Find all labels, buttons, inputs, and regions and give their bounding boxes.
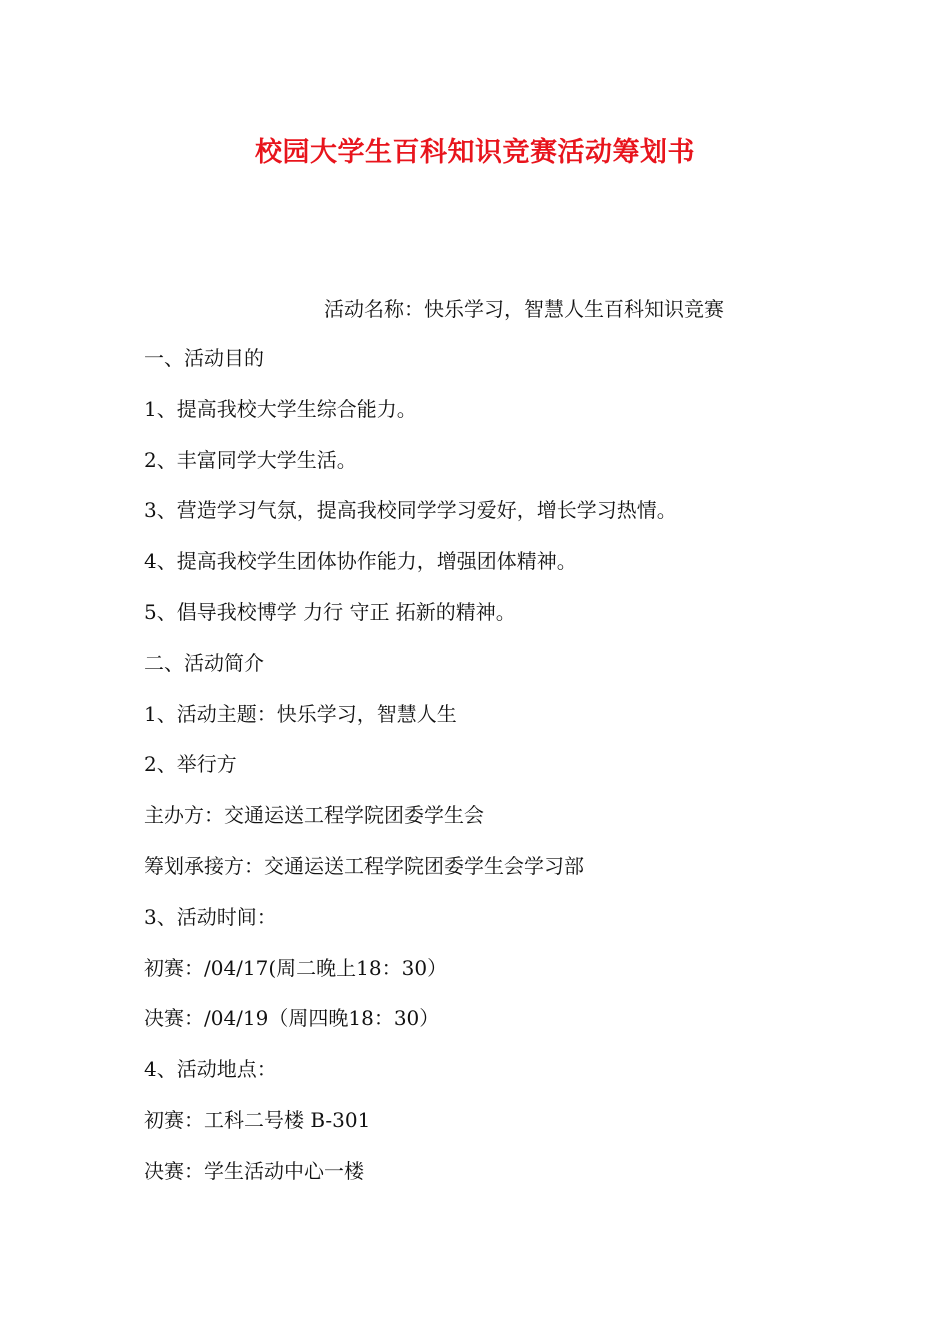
document-body [144, 342, 677, 1206]
section-heading-purpose: 一、活动目的 [144, 346, 264, 370]
purpose-item: 2、丰富同学大学生活。 [144, 447, 357, 472]
activity-name: 活动名称：快乐学习，智慧人生百科知识竞赛 [324, 297, 724, 321]
preliminary-location: 初赛：工科二号楼 B-301 [144, 1107, 371, 1132]
final-time: 决赛：/04/19（周四晚18：30） [144, 1006, 440, 1031]
intro-item-theme: 1、活动主题：快乐学习，智慧人生 [144, 701, 457, 726]
purpose-item: 4、提高我校学生团体协作能力，增强团体精神。 [144, 549, 577, 574]
planner-line: 筹划承接方：交通运送工程学院团委学生会学习部 [144, 853, 584, 878]
purpose-item: 1、提高我校大学生综合能力。 [144, 396, 417, 421]
section-heading-intro: 二、活动简介 [144, 650, 264, 675]
purpose-item: 3、营造学习气氛，提高我校同学学习爱好，增长学习热情。 [144, 498, 677, 523]
intro-item-organizers: 2、举行方 [144, 752, 237, 777]
intro-item-location: 4、活动地点： [144, 1057, 277, 1082]
intro-item-time: 3、活动时间： [144, 904, 277, 929]
purpose-item: 5、倡导我校博学 力行 守正 拓新的精神。 [144, 599, 516, 624]
final-location: 决赛：学生活动中心一楼 [144, 1158, 364, 1183]
organizer-line: 主办方：交通运送工程学院团委学生会 [144, 803, 484, 828]
preliminary-time: 初赛：/04/17(周二晚上18：30） [144, 955, 448, 980]
document-title: 校园大学生百科知识竞赛活动筹划书 [255, 137, 695, 168]
